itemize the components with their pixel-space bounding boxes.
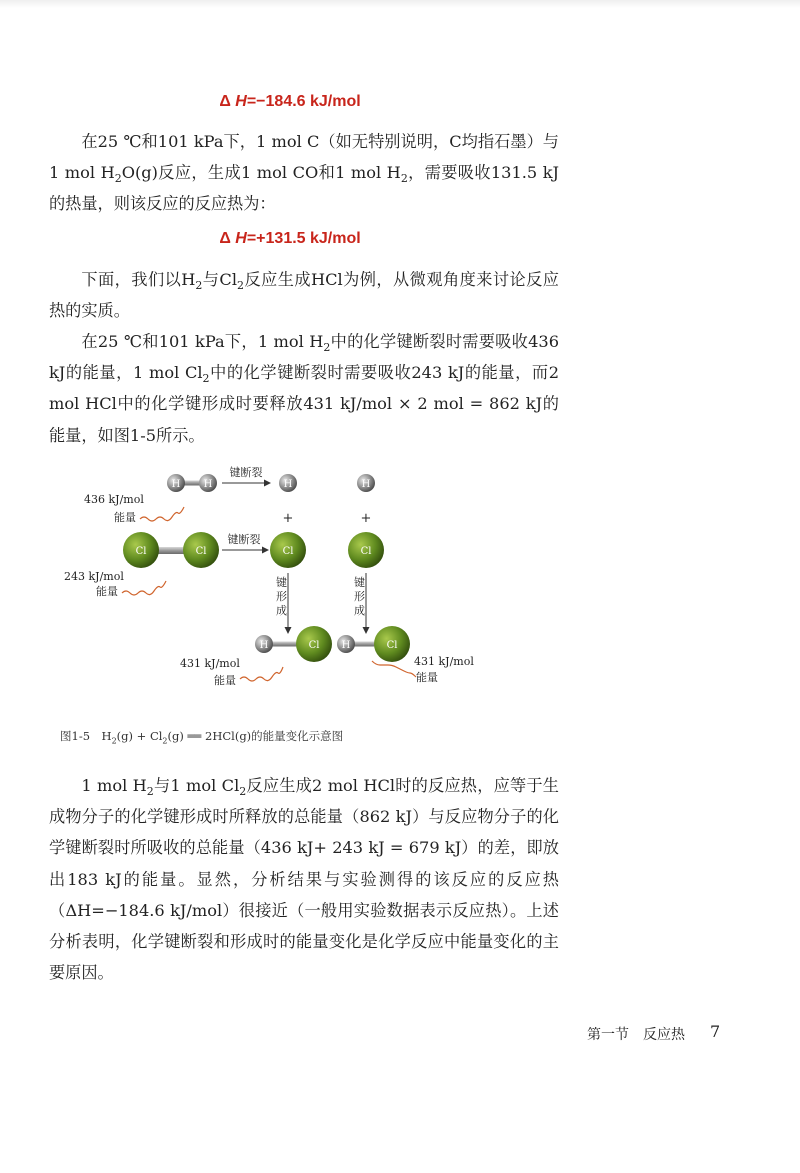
formula-enthalpy-1: Δ H=−184.6 kJ/mol (219, 93, 361, 110)
h2-molecule (167, 474, 217, 492)
h-atom-label: H (283, 479, 293, 490)
bond-form-label: 形 (354, 590, 365, 603)
energy-hcl-left-label: 能量 (214, 674, 236, 687)
energy-cl2-label: 能量 (96, 585, 118, 598)
paragraph-carbon-reaction: 在25 ℃和101 kPa下，1 mol C（如无特别说明，C均指石墨）与1 mol $H_2O(g)$反应，生成1 mol CO和1 mol $H_2$，需要吸收131.5 kJ的热量，则该反应的反应热为： (49, 132, 559, 214)
paragraph-analysis: 1 mol $H_2$与1 mol $Cl_2$反应生成2 mol HCl时的反应热，应等于生成物分子的化学键形成时所释放的总能量（862 kJ）与反应物分子的化学键断裂时所吸收的总能量（436 kJ+ 243 kJ = 679 kJ）的差，即放出183 kJ的能量。显然，分析结果与实验测得的该反应的反应热（ΔH=−184.6 kJ/mol）很接近（一般用实验数据表示反应热）。上述分析表明，化学键断裂和形成时的能量变化是化学反应中能量变化的主要原因。 (49, 776, 559, 983)
energy-change-diagram (50, 455, 490, 700)
energy-hcl-right-value: 431 kJ/mol (414, 655, 474, 668)
formula-enthalpy-2: Δ H=+131.5 kJ/mol (219, 230, 361, 247)
hcl-molecule-left (255, 626, 332, 662)
bond-form-label: 成 (276, 604, 287, 617)
cl2-molecule (123, 532, 219, 568)
bond-form-label: 键 (276, 576, 287, 589)
paragraph-hcl-intro: 下面，我们以$H_2$与$Cl_2$反应生成HCl为例，从微观角度来讨论反应热的实质。 (49, 270, 559, 321)
h-atom-label: H (203, 479, 213, 490)
bond-form-label: 成 (354, 604, 365, 617)
h-atom-label: H (361, 479, 371, 490)
footer-section-title: 第一节 反应热 (587, 1027, 685, 1043)
cl-atom-label: Cl (282, 546, 294, 557)
page-top-edge (0, 0, 800, 8)
h-atom-label: H (259, 640, 269, 651)
plus-sign: + (282, 511, 294, 526)
hcl-molecule-right (337, 626, 410, 662)
energy-wave-h2 (140, 507, 184, 521)
bond-form-label: 键 (354, 576, 365, 589)
cl-atom-label: Cl (360, 546, 372, 557)
energy-wave-hcl-left (240, 667, 283, 681)
bond-break-label-h2: 键断裂 (229, 466, 263, 479)
bond-form-label: 形 (276, 590, 287, 603)
energy-cl2-value: 243 kJ/mol (64, 570, 124, 583)
energy-hcl-right-label: 能量 (416, 671, 438, 684)
figure-caption: 图1-5 $H_2(g) + Cl_2(g)$ ══ 2HCl(g)的能量变化示意图 (60, 729, 344, 746)
cl-atom-label: Cl (308, 640, 320, 651)
h-atom-label: H (341, 640, 351, 651)
paragraph-bond-energies: 在25 ℃和101 kPa下，1 mol $H_2$中的化学键断裂时需要吸收436 kJ的能量，1 mol $Cl_2$中的化学键断裂时需要吸收243 kJ的能量，而2 mol HCl中的化学键形成时要释放431 kJ/mol × 2 mol = 862 kJ的能量，如图1-5所示。 (49, 332, 559, 445)
plus-sign: + (360, 511, 372, 526)
cl-atom-label: Cl (386, 640, 398, 651)
energy-h2-label: 能量 (114, 511, 136, 524)
energy-hcl-left-value: 431 kJ/mol (180, 657, 240, 670)
cl-atom-label: Cl (135, 546, 147, 557)
h-atom-label: H (171, 479, 181, 490)
energy-wave-cl2 (122, 581, 166, 595)
energy-h2-value: 436 kJ/mol (84, 493, 144, 506)
cl-atom-label: Cl (195, 546, 207, 557)
bond-break-label-cl2: 键断裂 (227, 533, 261, 546)
energy-wave-hcl-right (372, 661, 416, 677)
page-number: 7 (710, 1022, 721, 1041)
